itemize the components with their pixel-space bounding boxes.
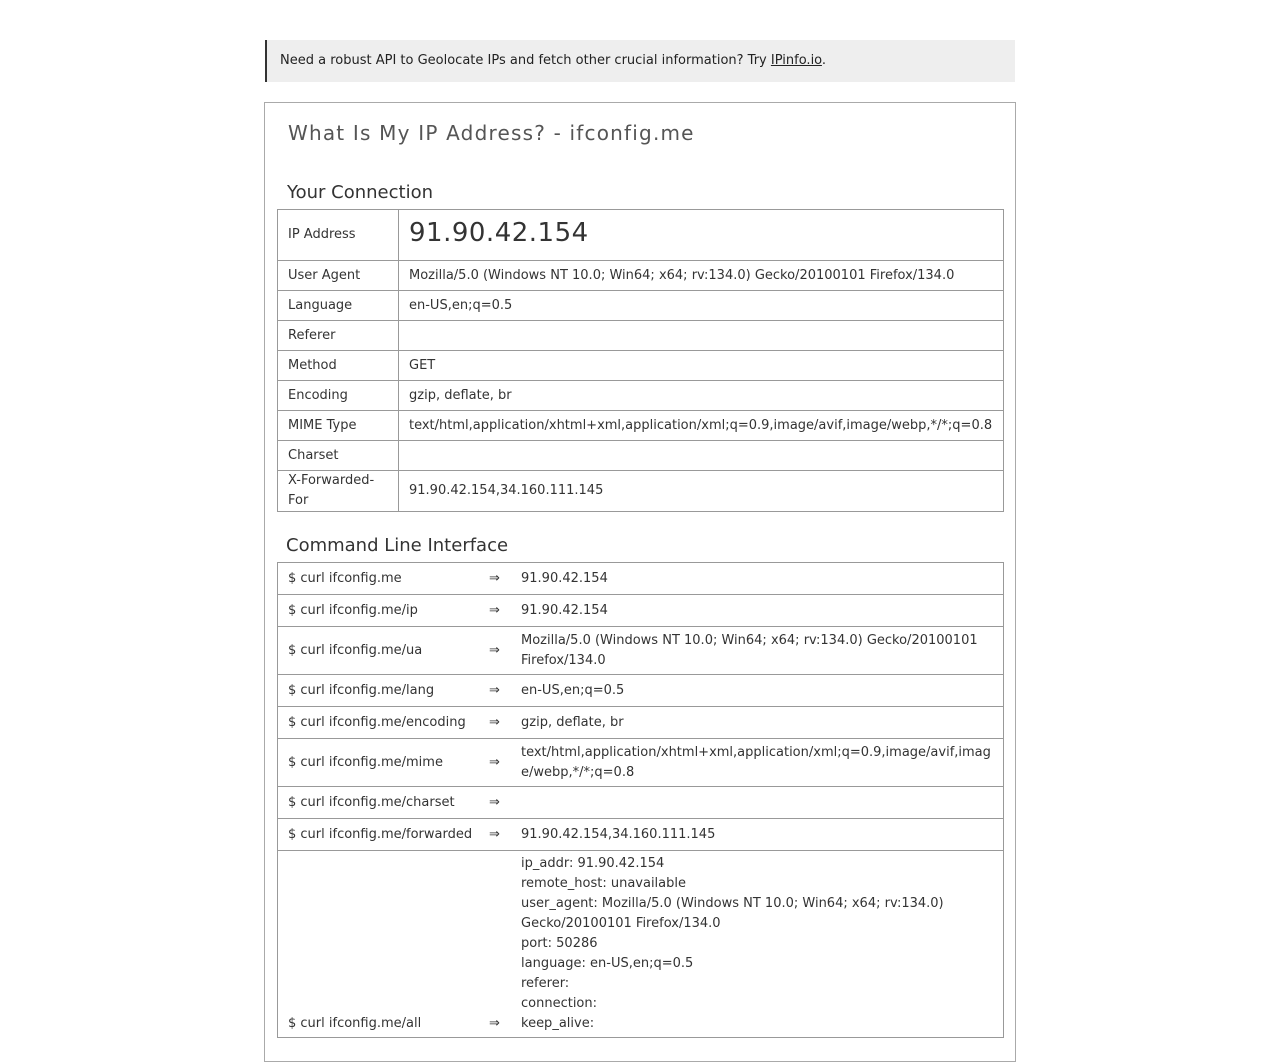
row-key: User Agent bbox=[278, 261, 399, 291]
table-row bbox=[278, 261, 1004, 291]
main-card bbox=[264, 102, 1016, 1062]
table-row bbox=[278, 819, 1004, 851]
arrow-icon: ⇒ bbox=[485, 707, 520, 739]
all-line: port: 50286 bbox=[521, 936, 598, 951]
promo-banner-text: Need a robust API to Geolocate IPs and fetch other crucial information? Try bbox=[280, 53, 771, 68]
arrow-icon: ⇒ bbox=[485, 675, 520, 707]
cli-output-all bbox=[520, 851, 1004, 1038]
table-row bbox=[278, 321, 1004, 351]
cli-output: 91.90.42.154 bbox=[520, 563, 1004, 595]
cli-command: $ curl ifconfig.me/lang bbox=[278, 675, 486, 707]
all-line: connection: bbox=[521, 996, 598, 1011]
cli-output: gzip, deflate, br bbox=[520, 707, 1004, 739]
table-row bbox=[278, 351, 1004, 381]
table-row bbox=[278, 627, 1004, 675]
connection-heading: Your Connection bbox=[287, 182, 433, 203]
table-row bbox=[278, 291, 1004, 321]
table-row bbox=[278, 595, 1004, 627]
promo-banner bbox=[265, 40, 1015, 82]
table-row bbox=[278, 471, 1004, 512]
cli-table bbox=[277, 562, 1004, 1038]
row-key: Referer bbox=[278, 321, 399, 351]
row-value: en-US,en;q=0.5 bbox=[399, 291, 1004, 321]
cli-command: $ curl ifconfig.me/encoding bbox=[278, 707, 486, 739]
cli-command: $ curl ifconfig.me/all bbox=[278, 851, 486, 1038]
page-title: What Is My IP Address? - ifconfig.me bbox=[288, 121, 695, 145]
arrow-icon: ⇒ bbox=[485, 819, 520, 851]
row-value: 91.90.42.154,34.160.111.145 bbox=[399, 471, 1004, 512]
row-key: MIME Type bbox=[278, 411, 399, 441]
row-key: Language bbox=[278, 291, 399, 321]
cli-command: $ curl ifconfig.me/charset bbox=[278, 787, 486, 819]
promo-banner-suffix: . bbox=[821, 53, 827, 68]
connection-table bbox=[277, 209, 1004, 512]
cli-command: $ curl ifconfig.me/ua bbox=[278, 627, 486, 675]
table-row bbox=[278, 707, 1004, 739]
row-key: IP Address bbox=[278, 210, 399, 261]
row-key: Method bbox=[278, 351, 399, 381]
cli-output: 91.90.42.154 bbox=[520, 595, 1004, 627]
table-row bbox=[278, 411, 1004, 441]
cli-output: text/html,application/xhtml+xml,application/xml;q=0.9,image/avif,image/webp,*/*;q=0.8 bbox=[520, 739, 1004, 787]
row-value: Mozilla/5.0 (Windows NT 10.0; Win64; x64; rv:134.0) Gecko/20100101 Firefox/134.0 bbox=[399, 261, 1004, 291]
cli-output: Mozilla/5.0 (Windows NT 10.0; Win64; x64; rv:134.0) Gecko/20100101 Firefox/134.0 bbox=[520, 627, 1004, 675]
row-value: GET bbox=[399, 351, 1004, 381]
all-line: keep_alive: bbox=[521, 1016, 595, 1031]
all-line: language: en-US,en;q=0.5 bbox=[521, 956, 694, 971]
ipinfo-link[interactable]: IPinfo.io bbox=[770, 53, 822, 68]
row-value: gzip, deflate, br bbox=[399, 381, 1004, 411]
row-value bbox=[399, 441, 1004, 471]
table-row bbox=[278, 210, 1004, 261]
cli-heading: Command Line Interface bbox=[286, 535, 509, 556]
cli-command: $ curl ifconfig.me bbox=[278, 563, 486, 595]
arrow-icon: ⇒ bbox=[485, 739, 520, 787]
cli-output bbox=[520, 787, 1004, 819]
table-row bbox=[278, 563, 1004, 595]
arrow-icon: ⇒ bbox=[485, 787, 520, 819]
cli-output: en-US,en;q=0.5 bbox=[520, 675, 1004, 707]
cli-command: $ curl ifconfig.me/mime bbox=[278, 739, 486, 787]
all-line: remote_host: unavailable bbox=[521, 876, 687, 891]
cli-command: $ curl ifconfig.me/ip bbox=[278, 595, 486, 627]
cli-output: 91.90.42.154,34.160.111.145 bbox=[520, 819, 1004, 851]
all-line: ip_addr: 91.90.42.154 bbox=[521, 856, 665, 871]
all-line: referer: bbox=[521, 976, 570, 991]
table-row bbox=[278, 787, 1004, 819]
row-key: Charset bbox=[278, 441, 399, 471]
arrow-icon: ⇒ bbox=[485, 563, 520, 595]
row-value bbox=[399, 321, 1004, 351]
arrow-icon: ⇒ bbox=[485, 595, 520, 627]
cli-command: $ curl ifconfig.me/forwarded bbox=[278, 819, 486, 851]
row-value: text/html,application/xhtml+xml,application/xml;q=0.9,image/avif,image/webp,*/*;q=0.8 bbox=[399, 411, 1004, 441]
table-row bbox=[278, 381, 1004, 411]
row-key: X-Forwarded-For bbox=[278, 471, 399, 512]
table-row bbox=[278, 739, 1004, 787]
all-line: user_agent: Mozilla/5.0 (Windows NT 10.0; Win64; x64; rv:134.0) Gecko/20100101 Firefox/134.0 bbox=[521, 896, 944, 931]
table-row bbox=[278, 441, 1004, 471]
row-key: Encoding bbox=[278, 381, 399, 411]
arrow-icon: ⇒ bbox=[485, 627, 520, 675]
arrow-icon: ⇒ bbox=[485, 851, 520, 1038]
ip-address-value: 91.90.42.154 bbox=[399, 210, 1004, 261]
table-row bbox=[278, 675, 1004, 707]
table-row bbox=[278, 851, 1004, 1038]
